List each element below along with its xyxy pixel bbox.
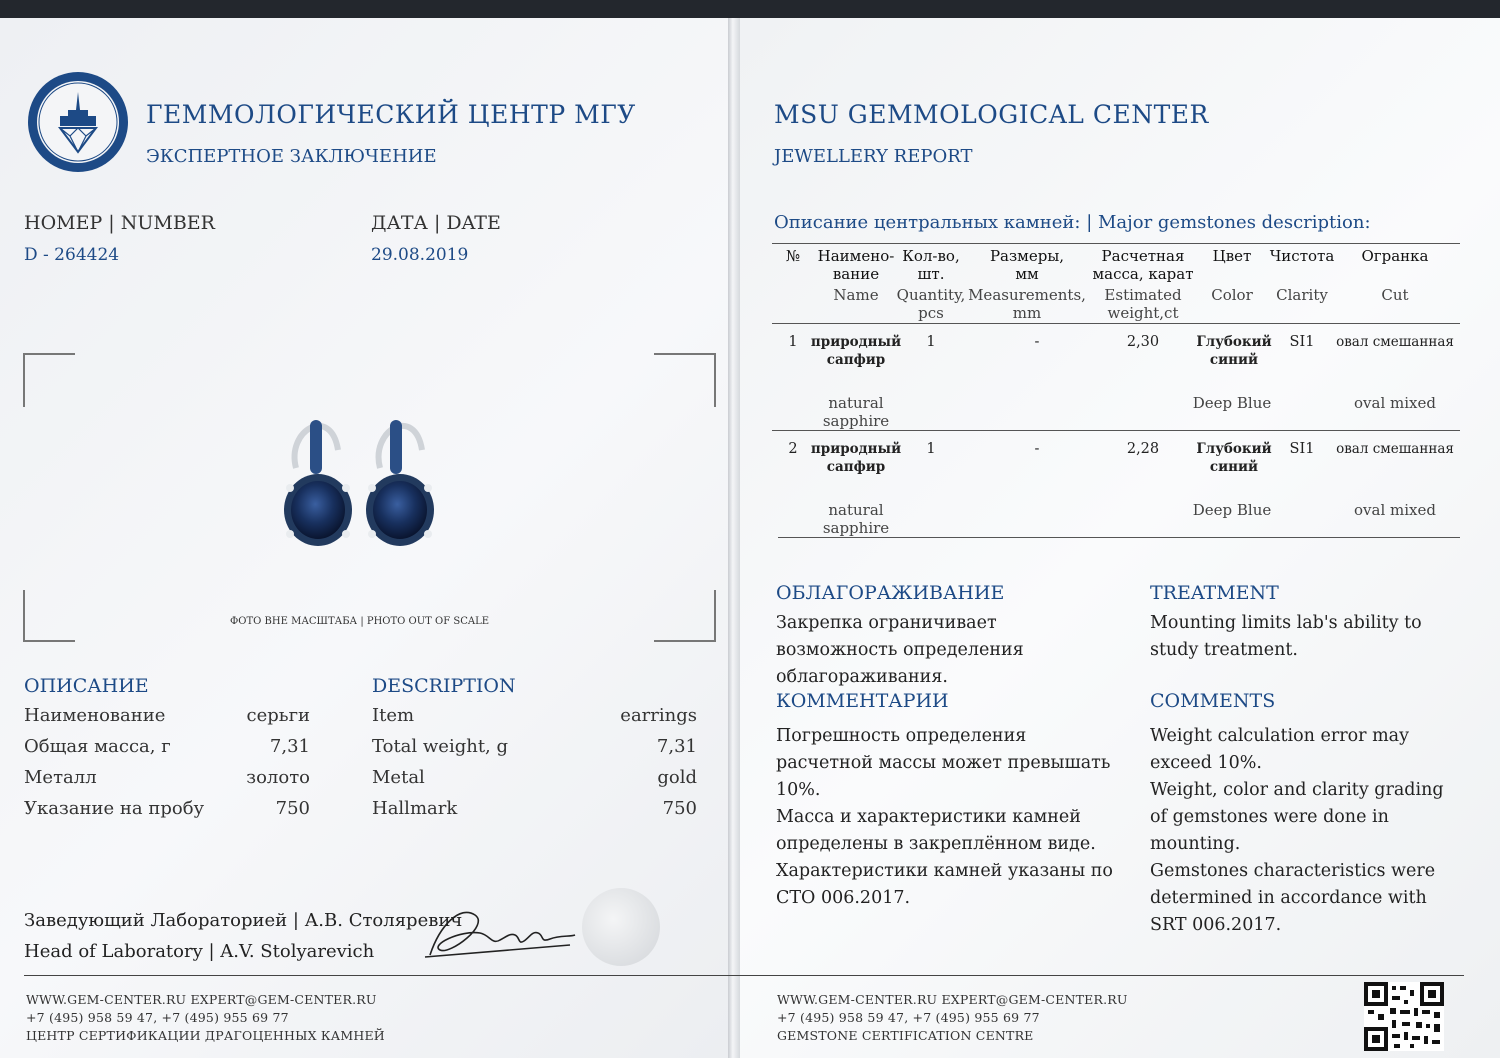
table-header-en: Name [833, 286, 879, 304]
description-en-value: 7,31 [656, 736, 697, 757]
footer-right-line-1: WWW.GEM-CENTER.RU EXPERT@GEM-CENTER.RU [777, 992, 1128, 1007]
comments-ru-title: КОММЕНТАРИИ [776, 690, 949, 712]
description-ru-title: ОПИСАНИЕ [24, 675, 149, 697]
hologram-sticker [582, 888, 660, 966]
msu-logo-seal [26, 70, 130, 174]
footer-left [26, 991, 385, 1045]
table-cell-quantity: 1 [926, 441, 936, 457]
footer-right-line-2: +7 (495) 958 59 47, +7 (495) 955 69 77 [777, 1010, 1040, 1025]
report-title-ru: ЭКСПЕРТНОЕ ЗАКЛЮЧЕНИЕ [146, 146, 437, 167]
table-cell-name-en: natural sapphire [822, 394, 890, 430]
table-cell-name-ru: природный сапфир [810, 334, 902, 368]
qr-code [1364, 982, 1444, 1051]
description-ru-label: Металл [24, 767, 97, 788]
comments-ru-text: Погрешность определения расчетной массы может превышать 10%. Масса и характеристики камней определены в закреплённом виде. Характеристики камней указаны по СТО 006.2017. [776, 726, 1113, 908]
treatment-ru-title: ОБЛАГОРАЖИВАНИЕ [776, 582, 1005, 604]
description-ru-value: серьги [246, 705, 310, 726]
description-ru-value: 750 [275, 798, 310, 819]
head-of-lab-en: Head of Laboratory | A.V. Stolyarevich [24, 941, 375, 962]
table-cell-number: 2 [788, 441, 798, 457]
table-header-ru: Размеры, мм [989, 247, 1065, 283]
footer-left-line-2: +7 (495) 958 59 47, +7 (495) 955 69 77 [26, 1010, 289, 1025]
table-cell-measurements: - [1034, 441, 1040, 457]
number-label: НОМЕР | NUMBER [24, 212, 215, 234]
footer-left-line-1: WWW.GEM-CENTER.RU EXPERT@GEM-CENTER.RU [26, 992, 377, 1007]
table-cell-number: 1 [788, 334, 798, 350]
table-cell-color-ru: Глубокий синий [1196, 334, 1272, 368]
description-ru-label: Общая масса, г [24, 736, 171, 757]
table-header-ru: № [785, 247, 801, 265]
table-cell-clarity: SI1 [1289, 441, 1315, 457]
footer-right [777, 991, 1128, 1045]
table-cell-cut-ru: овал смешанная [1336, 441, 1454, 457]
footer-divider [24, 975, 1464, 976]
description-ru-value: 7,31 [269, 736, 310, 757]
table-header-en: Measurements, mm [968, 286, 1086, 322]
description-en-value: 750 [662, 798, 697, 819]
report-date: 29.08.2019 [371, 245, 469, 265]
gemstones-table-title: Описание центральных камней: | Major gemstones description: [774, 212, 1371, 233]
description-ru-label: Указание на пробу [24, 798, 205, 819]
table-cell-name-ru: природный сапфир [810, 441, 902, 475]
table-cell-cut-ru: овал смешанная [1336, 334, 1454, 350]
table-cell-cut-en: oval mixed [1354, 394, 1436, 412]
table-cell-measurements: - [1034, 334, 1040, 350]
photo-frame-corner-br [654, 590, 716, 642]
table-top-rule [772, 243, 1460, 244]
photo-frame-corner-tl [23, 353, 75, 407]
description-en-label: Hallmark [372, 798, 458, 819]
table-bottom-rule [778, 537, 1460, 538]
description-ru-value: золото [246, 767, 310, 788]
table-cell-color-en: Deep Blue [1192, 394, 1272, 412]
treatment-ru-text: Закрепка ограничивает возможность определения облагораживания. [776, 613, 1024, 687]
org-title-ru: ГЕММОЛОГИЧЕСКИЙ ЦЕНТР МГУ [146, 100, 636, 129]
treatment-en-title: TREATMENT [1150, 582, 1279, 604]
description-en-value: gold [657, 767, 697, 788]
table-cell-color-ru: Глубокий синий [1196, 441, 1272, 475]
footer-left-line-3: ЦЕНТР СЕРТИФИКАЦИИ ДРАГОЦЕННЫХ КАМНЕЙ [26, 1028, 385, 1043]
table-header-en: Estimated weight,ct [1104, 286, 1182, 322]
footer-right-line-3: GEMSTONE CERTIFICATION CENTRE [777, 1028, 1034, 1043]
table-cell-weight: 2,28 [1126, 441, 1160, 457]
page-fold [728, 18, 740, 1058]
description-en-label: Total weight, g [372, 736, 509, 757]
table-cell-weight: 2,30 [1126, 334, 1160, 350]
description-en-label: Item [372, 705, 415, 726]
table-header-ru: Наимено- вание [817, 247, 895, 283]
table-cell-name-en: natural sapphire [822, 501, 890, 537]
table-header-ru: Огранка [1361, 247, 1429, 265]
description-en-value: earrings [620, 705, 697, 726]
table-header-en: Cut [1381, 286, 1409, 304]
org-title-en: MSU GEMMOLOGICAL CENTER [774, 100, 1209, 129]
table-cell-quantity: 1 [926, 334, 936, 350]
description-en-title: DESCRIPTION [372, 675, 516, 697]
table-header-en: Clarity [1276, 286, 1328, 304]
description-en-label: Metal [372, 767, 425, 788]
table-header-ru: Цвет [1212, 247, 1252, 265]
table-header-ru: Кол-во, шт. [902, 247, 960, 283]
photo-frame-corner-tr [654, 353, 716, 407]
photo-caption: ФОТО ВНЕ МАСШТАБА | PHOTO OUT OF SCALE [230, 616, 490, 627]
comments-en-title: COMMENTS [1150, 690, 1276, 712]
report-title-en: JEWELLERY REPORT [774, 146, 973, 167]
photo-frame-corner-bl [23, 590, 75, 642]
table-row-rule [772, 430, 1460, 431]
table-cell-color-en: Deep Blue [1192, 501, 1272, 519]
table-header-en: Quantity, pcs [896, 286, 966, 322]
table-cell-clarity: SI1 [1289, 334, 1315, 350]
signature [420, 895, 580, 970]
comments-en-text: Weight calculation error may exceed 10%. Weight, color and clarity grading of gemstones were done in mounting. Gemstones characteristics were determined in accordance with SRT 006.2017. [1150, 726, 1444, 935]
date-label: ДАТА | DATE [371, 212, 501, 234]
table-header-ru: Чистота [1269, 247, 1335, 265]
description-ru-label: Наименование [24, 705, 166, 726]
earrings-photo [276, 410, 456, 550]
table-header-en: Color [1211, 286, 1253, 304]
head-of-lab-ru: Заведующий Лабораторией | А.В. Столяревич [24, 910, 463, 931]
table-header-ru: Расчетная масса, карат [1092, 247, 1194, 283]
treatment-en-text: Mounting limits lab's ability to study treatment. [1150, 613, 1422, 660]
report-number: D - 264424 [24, 245, 120, 265]
table-header-rule [772, 323, 1460, 324]
table-cell-cut-en: oval mixed [1354, 501, 1436, 519]
